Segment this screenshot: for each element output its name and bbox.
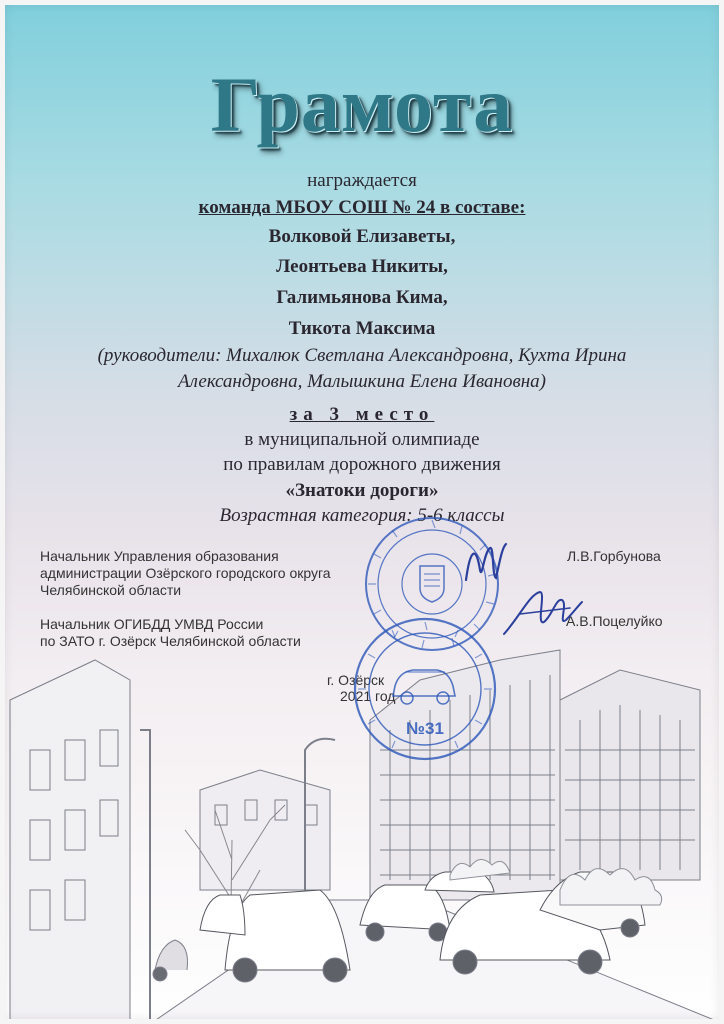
place-text: за 3 место — [289, 404, 435, 425]
place-year: 2021 год — [340, 688, 396, 704]
official1-name: Л.В.Горбунова — [567, 548, 661, 564]
awarded-text: награждается — [307, 170, 417, 191]
official1-position-line: администрации Озёрского городского округа — [40, 565, 331, 581]
team-line: команда МБОУ СОШ № 24 в составе: — [198, 197, 526, 218]
stamp-number: №31 — [406, 719, 444, 738]
leaders-line: Александровна, Малышкина Елена Ивановна) — [178, 371, 546, 392]
olympiad-line: в муниципальной олимпиаде — [244, 429, 480, 450]
signature-gorbunova — [462, 540, 510, 586]
competition-name: «Знатоки дороги» — [285, 480, 439, 501]
certificate-title: Грамота — [210, 61, 514, 148]
official1-position-line: Начальник Управления образования — [40, 548, 279, 564]
official2-position-line: Начальник ОГИБДД УМВД России — [40, 616, 264, 632]
traffic-police-stamp — [350, 614, 500, 764]
signature-potseluiko — [500, 586, 584, 640]
member-name: Волковой Елизаветы, — [268, 226, 456, 247]
leaders-line: (руководители: Михалюк Светлана Александровна, Кухта Ирина — [97, 345, 627, 366]
member-name: Тикота Максима — [288, 318, 436, 339]
age-category: Возрастная категория: 5-6 классы — [219, 505, 505, 526]
official1-position-line: Челябинской области — [40, 582, 182, 598]
official2-name: А.В.Поцелуйко — [566, 613, 663, 629]
olympiad-line: по правилам дорожного движения — [223, 454, 501, 475]
member-name: Галимьянова Кима, — [276, 287, 448, 308]
official2-position-line: по ЗАТО г. Озёрск Челябинской области — [40, 633, 301, 649]
official1-position — [40, 548, 331, 599]
official2-position — [40, 616, 301, 650]
member-name: Леонтьева Никиты, — [276, 256, 448, 277]
place-city: г. Озёрск — [327, 672, 385, 688]
